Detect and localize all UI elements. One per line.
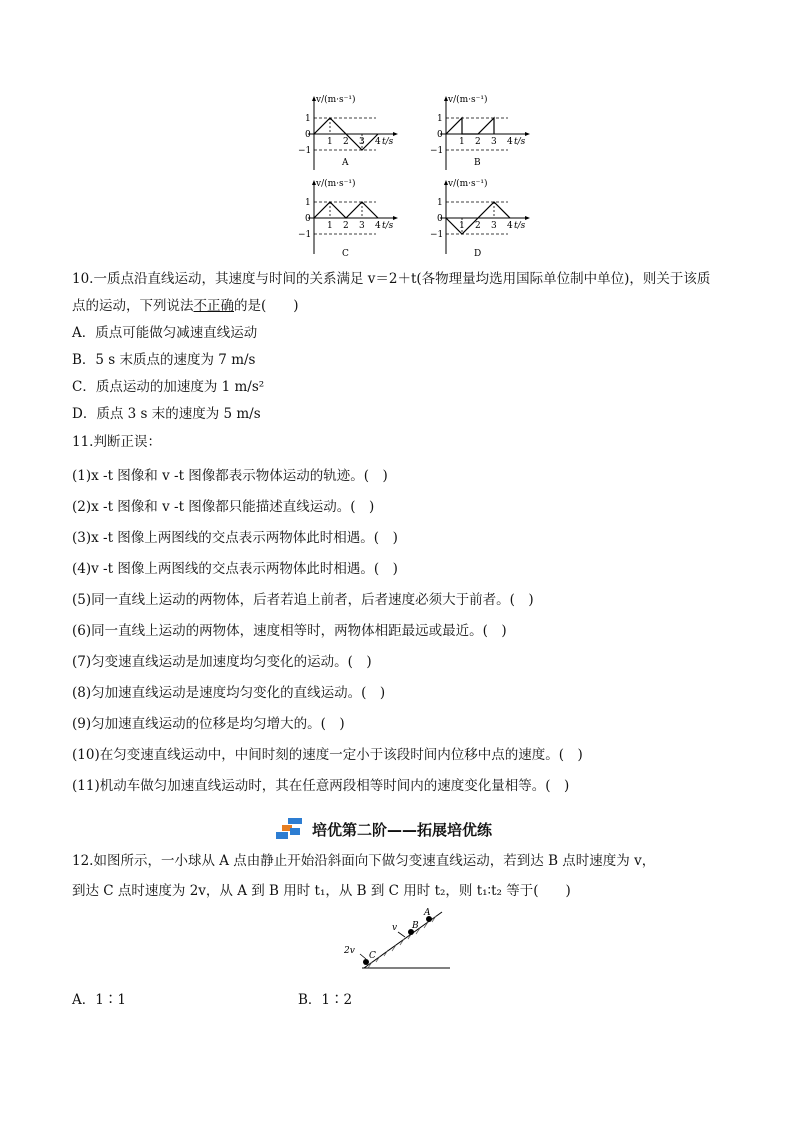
- q12-stem-line1: 12.如图所示，一小球从 A 点由静止开始沿斜面向下做匀变速直线运动，若到达 B 点时速度为 v，: [72, 853, 656, 869]
- svg-text:0: 0: [437, 130, 443, 140]
- svg-text:0: 0: [305, 214, 311, 224]
- graph-a-ylabel: v/(m·s⁻¹): [316, 95, 356, 105]
- label-2v: 2v: [344, 946, 355, 956]
- svg-text:v/(m·s⁻¹): v/(m·s⁻¹): [448, 179, 488, 189]
- q10-underlined: 不正确: [193, 298, 234, 314]
- q11-item-9: (9)匀加速直线运动的位移是均匀增大的。( ): [72, 716, 345, 732]
- svg-text:1: 1: [327, 137, 333, 147]
- svg-text:2: 2: [475, 137, 481, 147]
- q12-stem-line2: 到达 C 点时速度为 2v，从 A 到 B 用时 t₁，从 B 到 C 用时 t₂，则 t₁∶t₂ 等于( ): [72, 883, 571, 899]
- vt-graph-c: [292, 176, 402, 260]
- svg-text:0: 0: [437, 214, 443, 224]
- svg-text:1: 1: [305, 114, 311, 124]
- svg-text:1: 1: [305, 198, 311, 208]
- label-c: C: [369, 951, 376, 961]
- svg-text:2: 2: [343, 137, 349, 147]
- svg-text:1: 1: [459, 137, 465, 147]
- svg-text:3: 3: [359, 221, 365, 231]
- svg-text:v/(m·s⁻¹): v/(m·s⁻¹): [448, 95, 488, 105]
- q12-option-a: A．1∶1: [72, 992, 126, 1008]
- svg-text:t/s: t/s: [382, 137, 394, 147]
- q10-option-b: B．5 s 末质点的速度为 7 m/s: [72, 352, 256, 368]
- label-v: v: [392, 923, 398, 933]
- q11-item-1: (1)x -t 图像和 v -t 图像都表示物体运动的轨迹。( ): [72, 468, 388, 484]
- svg-text:1: 1: [437, 114, 443, 124]
- svg-text:−1: −1: [430, 146, 444, 156]
- q11-item-2: (2)x -t 图像和 v -t 图像都只能描述直线运动。( ): [72, 499, 375, 515]
- svg-text:0: 0: [305, 130, 311, 140]
- section-icon: [276, 818, 304, 840]
- svg-text:1: 1: [459, 221, 465, 231]
- svg-text:2: 2: [343, 221, 349, 231]
- vt-graph-a: [292, 92, 402, 172]
- svg-text:t/s: t/s: [514, 221, 526, 231]
- q11-item-8: (8)匀加速直线运动是速度均匀变化的直线运动。( ): [72, 685, 386, 701]
- svg-text:−1: −1: [298, 230, 312, 240]
- section-title: 培优第二阶——拓展培优练: [312, 820, 493, 839]
- vt-graph-d: [424, 176, 534, 260]
- svg-text:1: 1: [327, 221, 333, 231]
- q11-item-10: (10)在匀变速直线运动中，中间时刻的速度一定小于该段时间内位移中点的速度。( ): [72, 747, 583, 763]
- q10-option-d: D．质点 3 s 末的速度为 5 m/s: [72, 406, 261, 422]
- q11-item-4: (4)v -t 图像上两图线的交点表示两物体此时相遇。( ): [72, 561, 398, 577]
- q11-item-5: (5)同一直线上运动的两物体，后者若追上前者，后者速度必须大于前者。( ): [72, 592, 534, 608]
- svg-text:1: 1: [437, 198, 443, 208]
- svg-text:2: 2: [475, 221, 481, 231]
- q10-option-a: A．质点可能做匀减速直线运动: [72, 325, 258, 341]
- svg-text:3: 3: [491, 137, 497, 147]
- label-b: B: [412, 921, 419, 931]
- svg-text:t/s: t/s: [382, 221, 394, 231]
- svg-text:t/s: t/s: [514, 137, 526, 147]
- q11-item-11: (11)机动车做匀加速直线运动时，其在任意两段相等时间内的速度变化量相等。( ): [72, 778, 570, 794]
- q11-item-6: (6)同一直线上运动的两物体，速度相等时，两物体相距最远或最近。( ): [72, 623, 507, 639]
- svg-text:v/(m·s⁻¹): v/(m·s⁻¹): [316, 179, 356, 189]
- q12-option-b: B．1∶2: [298, 992, 353, 1008]
- svg-text:4: 4: [507, 137, 513, 147]
- vt-graph-b: [424, 92, 534, 172]
- svg-text:−1: −1: [430, 230, 444, 240]
- q10-stem-line1: 10.一质点沿直线运动，其速度与时间的关系满足 v＝2＋t(各物理量均选用国际单位制中单位)，则关于该质: [72, 271, 711, 287]
- q11-item-3: (3)x -t 图像上两图线的交点表示两物体此时相遇。( ): [72, 530, 398, 546]
- q10-stem-line2: 点的运动，下列说法不正确的是( ): [72, 298, 299, 314]
- svg-text:3: 3: [491, 221, 497, 231]
- graph-d-label: D: [474, 249, 482, 259]
- q10-option-c: C．质点运动的加速度为 1 m/s²: [72, 379, 265, 395]
- svg-text:3: 3: [359, 137, 365, 147]
- q11-title: 11.判断正误：: [72, 434, 161, 450]
- q11-item-7: (7)匀变速直线运动是加速度均匀变化的运动。( ): [72, 654, 372, 670]
- label-a: A: [424, 908, 431, 918]
- svg-text:4: 4: [375, 221, 381, 231]
- section-heading: [276, 818, 492, 840]
- graph-a-label: A: [342, 158, 349, 168]
- svg-text:4: 4: [375, 137, 381, 147]
- incline-figure: [338, 906, 454, 974]
- svg-text:4: 4: [507, 221, 513, 231]
- graph-c-label: C: [342, 249, 349, 259]
- graph-b-label: B: [474, 158, 481, 168]
- svg-text:−1: −1: [298, 146, 312, 156]
